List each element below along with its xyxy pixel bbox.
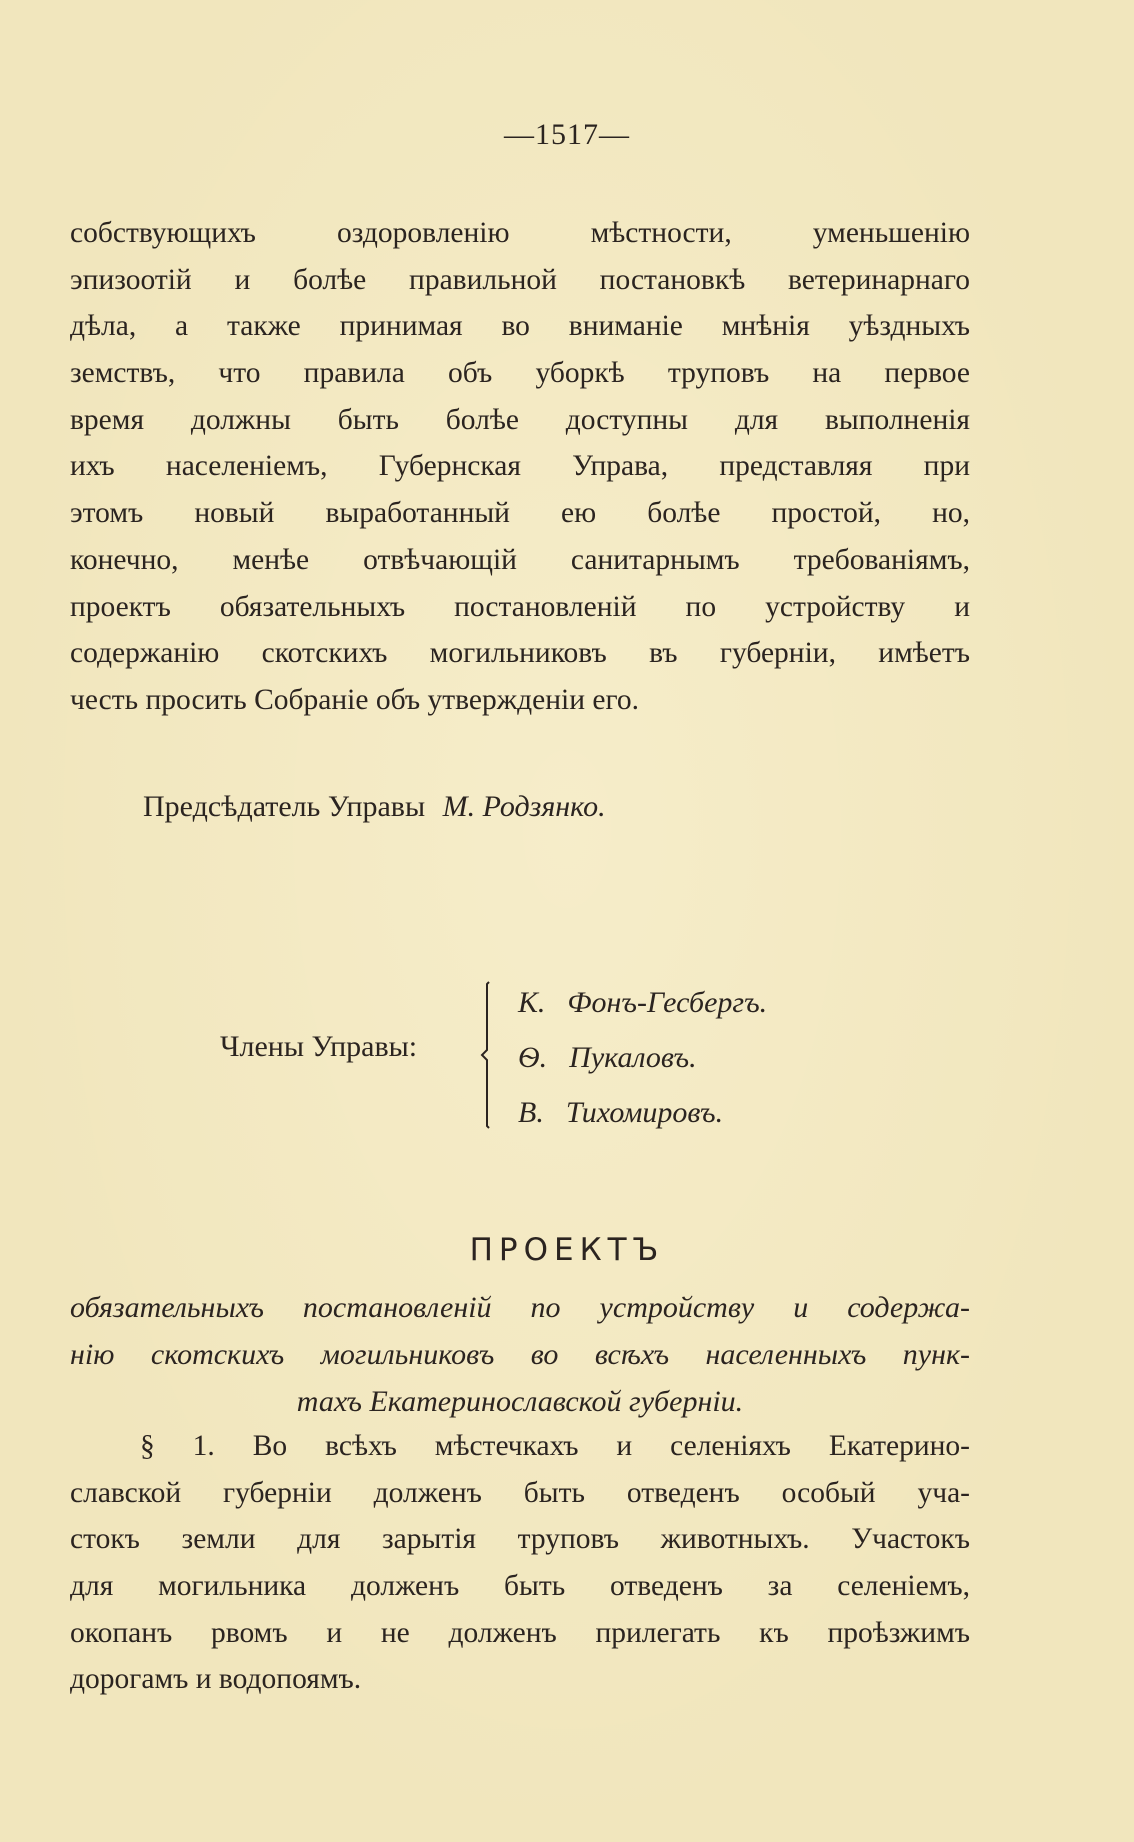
text-line: этомъ новый выработанный ею болѣе простой, но, bbox=[70, 497, 970, 530]
text-line: окопанъ рвомъ и не долженъ прилегать къ проѣзжимъ bbox=[70, 1616, 970, 1649]
text-line: § 1. Во всѣхъ мѣстечкахъ и селеніяхъ Екатерино- bbox=[140, 1430, 970, 1462]
text-line: собствующихъ оздоровленію мѣстности, уменьшенію bbox=[70, 217, 970, 249]
text-line: эпизоотій и болѣе правильной постановкѣ ветеринарнаго bbox=[70, 263, 970, 296]
project-subtitle bbox=[70, 1284, 970, 1425]
chairman-signature bbox=[143, 790, 606, 824]
text-line: стокъ земли для зарытія труповъ животныхъ. Участокъ bbox=[70, 1523, 970, 1556]
text-line: конечно, менѣе отвѣчающій санитарнымъ требованіямъ, bbox=[70, 543, 970, 576]
members-label: Члены Управы: bbox=[220, 1030, 418, 1063]
members-list bbox=[518, 975, 767, 1140]
chairman-label: Предсѣдатель Управы bbox=[143, 790, 426, 823]
project-title: ПРОЕКТЪ bbox=[469, 1232, 665, 1268]
member-surname: Фонъ-Гесбергъ. bbox=[567, 986, 768, 1019]
member-entry bbox=[518, 1085, 767, 1140]
text-line: славской губерніи долженъ быть отведенъ особый уча- bbox=[70, 1476, 970, 1509]
member-initial: В. bbox=[518, 1096, 544, 1129]
text-line: честь просить Собраніе объ утвержденіи его. bbox=[70, 683, 639, 716]
text-line: проектъ обязательныхъ постановленій по устройству и bbox=[70, 590, 970, 623]
subtitle-line: нію скотскихъ могильниковъ во всѣхъ населенныхъ пунк- bbox=[70, 1338, 970, 1371]
member-initial: Ѳ. bbox=[518, 1041, 548, 1074]
curly-brace bbox=[478, 980, 492, 1130]
text-line: дѣла, а также принимая во вниманіе мнѣнія уѣздныхъ bbox=[70, 310, 970, 343]
chairman-name: М. Родзянко. bbox=[442, 790, 606, 823]
intro-paragraph bbox=[70, 210, 970, 724]
text-line: время должны быть болѣе доступны для выполненія bbox=[70, 403, 970, 436]
member-surname: Тихомировъ. bbox=[565, 1096, 724, 1129]
text-line: содержанію скотскихъ могильниковъ въ губерніи, имѣетъ bbox=[70, 637, 970, 670]
member-entry bbox=[518, 1030, 767, 1085]
subtitle-line: тахъ Екатеринославской губерніи. bbox=[296, 1385, 744, 1418]
member-entry bbox=[518, 975, 767, 1030]
subtitle-line: обязательныхъ постановленій по устройству и содержа- bbox=[70, 1291, 970, 1324]
text-line: для могильника долженъ быть отведенъ за селеніемъ, bbox=[70, 1570, 970, 1603]
member-initial: К. bbox=[518, 986, 546, 1019]
member-surname: Пукаловъ. bbox=[569, 1041, 697, 1074]
section-1-paragraph bbox=[70, 1423, 970, 1703]
page-number: —1517— bbox=[504, 118, 630, 151]
text-line: дорогамъ и водопоямъ. bbox=[70, 1663, 362, 1696]
text-line: ихъ населеніемъ, Губернская Управа, представляя при bbox=[70, 450, 970, 483]
text-line: земствъ, что правила объ уборкѣ труповъ на первое bbox=[70, 357, 970, 390]
